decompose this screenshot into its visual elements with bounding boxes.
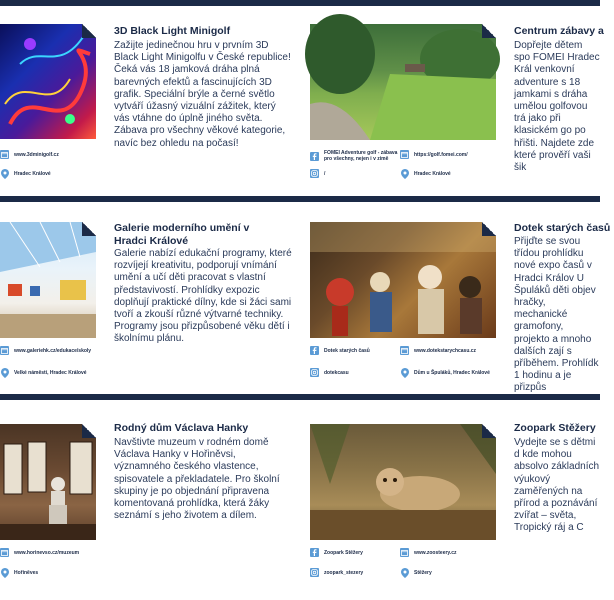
web-icon (0, 346, 9, 355)
web-link[interactable]: www.3dminigolf.cz (14, 151, 59, 158)
instagram-link[interactable]: / (324, 170, 326, 177)
address-info (400, 368, 510, 377)
facebook-icon (310, 152, 319, 161)
address-text: Stěžery (414, 569, 432, 576)
gallery-photo (0, 222, 96, 338)
card-description: Vydejte se s dětmi d kde mohou absolvo základních výukový zaměřených na přírod a poznávání zvířat – světa, Tropický ráj a C (514, 437, 600, 534)
instagram-icon (310, 169, 319, 178)
cougar-graphic (310, 424, 496, 540)
instagram-info[interactable] (310, 568, 398, 577)
web-icon (0, 548, 9, 557)
card-description: Zažijte jedinečnou hru v prvním 3D Black Light Minigolfu v České republice! Čeká vás 18 jamková dráha plná barevných efektů a fascinujících 3D grafik. Speciální brýle a černé světlo vytváří úžasný vizuální zážitek, který vás vtáhne do úplně jiného světa. Zábava pro všechny věkové kategorie, navíc bez ohledu na počasí! (114, 40, 291, 149)
museum-photo (0, 424, 96, 540)
instagram-info[interactable] (310, 368, 398, 377)
instagram-link[interactable]: dotekcasu (324, 369, 349, 376)
facebook-link[interactable]: Dotek starých časů (324, 347, 370, 354)
gallery-interior-graphic (0, 222, 96, 338)
web-info[interactable] (400, 548, 500, 557)
corner-fold (482, 222, 496, 236)
web-link[interactable]: https://golf.fomei.com/ (414, 151, 468, 158)
facebook-info[interactable] (310, 346, 398, 355)
address-text: Hradec Králové (14, 170, 51, 177)
card-title: Rodný dům Václava Hanky (114, 422, 249, 434)
card-title: Dotek starých časů (514, 222, 611, 234)
location-pin-icon (0, 169, 9, 178)
facebook-icon (310, 548, 319, 557)
card-title: Galerie moderního umění v Hradci Králové (114, 222, 250, 247)
facebook-info[interactable] (310, 548, 398, 557)
web-info[interactable] (0, 150, 100, 159)
golf-photo (310, 24, 496, 140)
facebook-link[interactable]: FOMEI Adventure golf - zábava pro všechny, nejen i v zimě (324, 150, 398, 162)
instagram-icon (310, 568, 319, 577)
web-link[interactable]: www.zoosteery.cz (414, 549, 457, 556)
location-pin-icon (0, 368, 9, 377)
card-description: Navštivte muzeum v rodném domě Václava Hanky v Hořiněvsi, významného českého vlastence, spisovatele a překladatele. Pro školní skupiny je po objednání připravena komentovaná prohlídka, která žáky seznámí s jeho životem a dílem. (114, 437, 280, 522)
address-info (0, 368, 110, 377)
card-title: 3D Black Light Minigolf (114, 25, 231, 37)
card-hanka (0, 400, 300, 600)
address-text: Dům u Špuláků, Hradec Králové (414, 369, 490, 376)
address-info (0, 568, 100, 577)
web-icon (0, 150, 9, 159)
address-text: Velké náměstí, Hradec Králové (14, 369, 87, 376)
web-icon (400, 548, 409, 557)
facebook-link[interactable]: Zoopark Stěžery (324, 549, 363, 556)
address-text: Hořiněves (14, 569, 39, 576)
card-description: Galerie nabízí edukační programy, které rozvíjejí kreativitu, podporují vnímání umění a učí děti pracovat s vlastní představivostí. Prohlídky expozic doplňují praktické dílny, kde si žáci sami tvoří a zkouší různé výtvarné techniky. Programy jsou přizpůsobené věku dětí i školnímu plánu. (114, 248, 292, 345)
web-icon (400, 150, 409, 159)
facebook-info[interactable] (310, 150, 398, 162)
location-pin-icon (400, 169, 409, 178)
card-description: Dopřejte dětem spo FOMEI Hradec Král venkovní adventure s 18 jamkami s dráha umělou golfovou trá jako při klasickém go po hřišti. Najdete zde které prověří vaši šik (514, 40, 600, 174)
zoo-photo (310, 424, 496, 540)
neon-track-graphic (0, 24, 96, 139)
web-icon (400, 346, 409, 355)
web-info[interactable] (400, 346, 500, 355)
card-minigolf (0, 0, 300, 196)
instagram-icon (310, 368, 319, 377)
toys-graphic (310, 222, 496, 338)
card-title: Zoopark Stěžery (514, 422, 596, 434)
address-info (0, 169, 100, 178)
address-info (400, 169, 500, 178)
web-info[interactable] (0, 548, 100, 557)
instagram-info[interactable] (310, 169, 398, 178)
web-info[interactable] (0, 346, 100, 355)
location-pin-icon (0, 568, 9, 577)
web-info[interactable] (400, 150, 500, 159)
location-pin-icon (400, 568, 409, 577)
card-title: Centrum zábavy a (514, 25, 604, 37)
museum-interior-graphic (0, 424, 96, 540)
corner-fold (482, 424, 496, 438)
card-zoopark (300, 400, 600, 600)
address-info (400, 568, 500, 577)
facebook-icon (310, 346, 319, 355)
instagram-link[interactable]: zoopark_stezery (324, 569, 364, 576)
web-link[interactable]: www.dotekstarychcasu.cz (414, 347, 477, 354)
corner-fold (82, 424, 96, 438)
golf-course-graphic (310, 24, 496, 140)
card-galerie (0, 202, 300, 394)
card-dotek (300, 202, 611, 394)
corner-fold (482, 24, 496, 38)
location-pin-icon (400, 368, 409, 377)
toys-photo (310, 222, 496, 338)
card-fomei (300, 0, 604, 196)
web-link[interactable]: www.horinevso.cz/muzeum (14, 549, 80, 556)
corner-fold (82, 222, 96, 236)
address-text: Hradec Králové (414, 170, 451, 177)
corner-fold (82, 24, 96, 38)
card-description: Přijďte se svou třídou prohlídku nové expo časů v Hradci Králov U Špuláků děti objev hračky, mechanické gramofony, projekto a mnoho dalších zají s příběhem. Prohlídk 1 hodinu a je přizpůs (514, 236, 599, 394)
minigolf-photo (0, 24, 96, 139)
web-link[interactable]: www.galeriehk.cz/edukace/skoly (14, 347, 92, 354)
